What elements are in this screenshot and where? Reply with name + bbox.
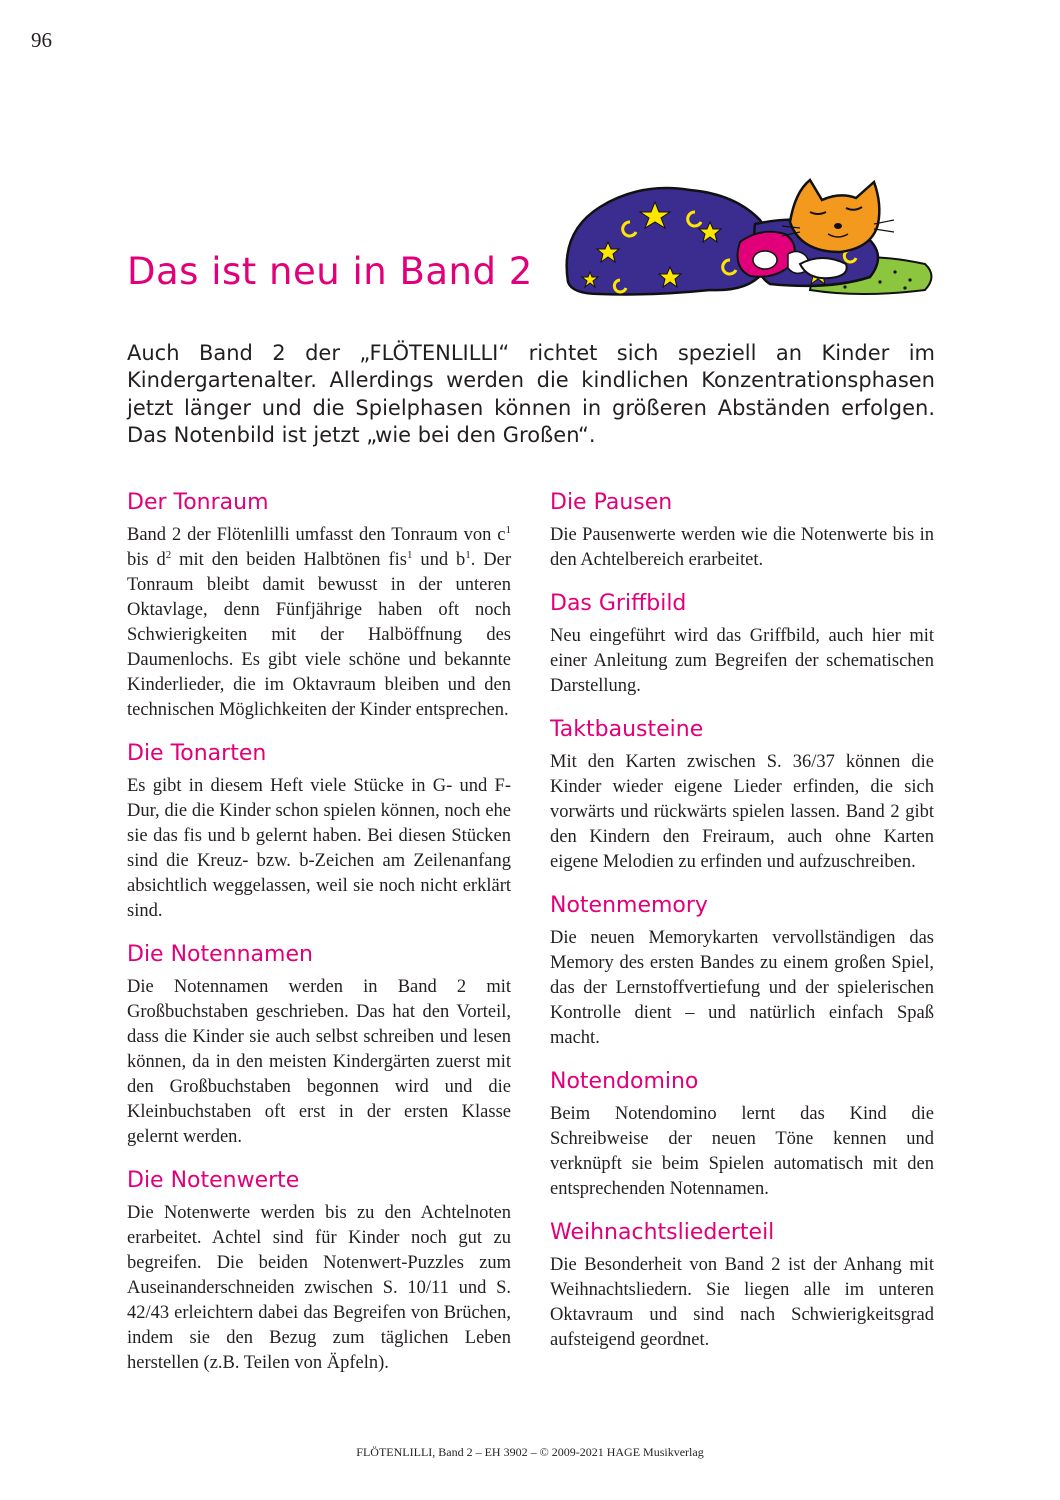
section-text: Die neuen Memorykarten vervollständigen das Memory des ersten Bandes zu einem großen Spiel, das der Lernstoffvertiefung und der spielerischen Kontrolle dient – und natürlich einfach Spaß macht. (550, 928, 934, 1048)
left-column (127, 488, 511, 1392)
section-text: Neu eingeführt wird das Griffbild, auch hier mit einer Anleitung zum Begreifen der schematischen Darstellung. (550, 626, 934, 696)
section-notendomino (550, 1067, 934, 1202)
page-title: Das ist neu in Band 2 (127, 250, 533, 293)
section-text: Band 2 der Flötenlilli umfasst den Tonraum von $c^1$ bis $d^2$ mit den beiden Halbtönen fis$^1$ und $b^1$. Der Tonraum bleibt damit bewusst in der unteren Oktavlage, denn Fünfjährige haben oft noch Schwierigkeiten mit der Halböffnung des Daumenlochs. Es gibt viele schöne und bekannte Kinderlieder, die im Oktavraum bleiben und den technischen Möglichkeiten der Kinder entsprechen. (127, 523, 511, 720)
page-number: 96 (31, 28, 52, 52)
right-column (550, 488, 934, 1369)
section-heading: Der Tonraum (127, 490, 269, 515)
section-tonarten (127, 739, 511, 924)
section-weihnachtsliederteil (550, 1218, 934, 1353)
section-heading: Notendomino (550, 1069, 699, 1094)
section-heading: Das Griffbild (550, 591, 687, 616)
section-notenwerte (127, 1166, 511, 1376)
section-text: Die Notenwerte werden bis zu den Achtelnoten erarbeitet. Achtel sind für Kinder noch gut zu begreifen. Die beiden Notenwert-Puzzles zum Auseinanderschneiden zwischen S. 10/11 und S. 42/43 erleichtern dabei das Begreifen von Brüchen, indem sie den Bezug zum täglichen Leben herstellen (z.B. Teilen von Äpfeln). (127, 1203, 511, 1373)
section-notenmemory (550, 891, 934, 1051)
section-heading: Weihnachtsliederteil (550, 1220, 775, 1245)
section-heading: Die Pausen (550, 490, 673, 515)
section-heading: Taktbausteine (550, 717, 704, 742)
page-footer: FLÖTENLILLI, Band 2 – EH 3902 – © 2009-2021 HAGE Musikverlag (356, 1445, 704, 1459)
section-notennamen (127, 940, 511, 1150)
section-text: Die Notennamen werden in Band 2 mit Großbuchstaben geschrieben. Das hat den Vorteil, dass die Kinder sie auch selbst schreiben und lesen können, da in den meisten Kindergärten zuerst mit den Großbuchstaben begonnen wird und die Kleinbuchstaben oft erst in der ersten Klasse gelernt werden. (127, 977, 511, 1147)
section-pausen (550, 488, 934, 573)
section-taktbausteine (550, 715, 934, 875)
section-heading: Die Notenwerte (127, 1168, 300, 1193)
section-text: Es gibt in diesem Heft viele Stücke in G- und F-Dur, die die Kinder schon spielen können, noch ehe sie das fis und b gelernt haben. Bei diesen Stücken sind die Kreuz- bzw. b-Zeichen am Zeilenanfang absichtlich weggelassen, weil sie noch nicht erklärt sind. (127, 776, 511, 921)
section-tonraum (127, 488, 511, 723)
section-text: Mit den Karten zwischen S. 36/37 können die Kinder wieder eigene Lieder erfinden, die sich vorwärts und rückwärts spielen lassen. Band 2 gibt den Kindern den Freiraum, auch ohne Karten eigene Melodien zu erfinden und aufzuschreiben. (550, 752, 934, 872)
sleeping-cat-illustration (560, 172, 940, 300)
section-heading: Die Tonarten (127, 741, 267, 766)
section-text: Die Besonderheit von Band 2 ist der Anhang mit Weihnachtsliedern. Sie liegen alle im unteren Oktavraum und sind nach Schwierigkeitsgrad aufsteigend geordnet. (550, 1255, 934, 1350)
section-heading: Die Notennamen (127, 942, 313, 967)
intro-paragraph: Auch Band 2 der „FLÖTENLILLI“ richtet sich speziell an Kinder im Kindergartenalter. Allerdings werden die kindlichen Konzentrationsphasen jetzt länger und die Spielphasen können in größeren Abständen erfolgen. Das Notenbild ist jetzt „wie bei den Großen“. (127, 341, 935, 447)
cat-head (790, 180, 879, 252)
section-text: Beim Notendomino lernt das Kind die Schreibweise der neuen Töne kennen und verknüpft sie beim Spielen automatisch mit den entsprechenden Notennamen. (550, 1104, 934, 1199)
section-text: Die Pausenwerte werden wie die Notenwerte bis in den Achtelbereich erarbeitet. (550, 525, 934, 570)
section-griffbild (550, 589, 934, 699)
section-heading: Notenmemory (550, 893, 708, 918)
